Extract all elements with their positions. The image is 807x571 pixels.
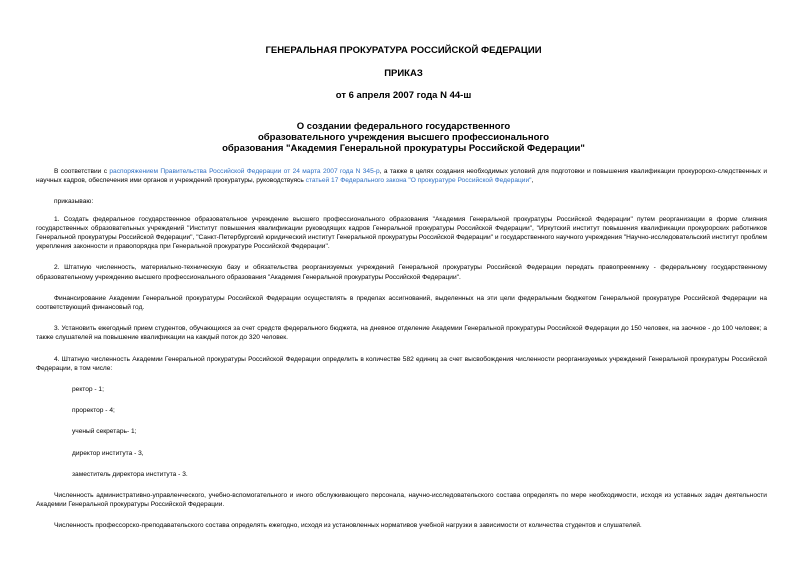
preamble-text: , а также в целях создания необходимых условий для подготовки и повышения квалификации прокурорско-следственных и научных кадров, обеспечения ими органов и учреждений прокуратуры, руководствуясь [36,168,768,185]
government-order-link[interactable]: распоряжением Правительства Российской Федерации от 24 марта 2007 года N 345-р [109,168,380,175]
paragraph-4: 4. Штатную численность Академии Генеральной прокуратуры Российской Федерации определить в количестве 582 единиц за счет высвобождения численности реорганизуемых учреждений Генеральной прокуратуры Российской Федерации, в том числе: [36,355,767,372]
teaching-staff-paragraph: Численность профессорско-преподавательского состава определять ежегодно, исходя из установленных нормативов учебной нагрузки в зависимости от количества студентов и слушателей. [54,522,642,530]
organization-title: ГЕНЕРАЛЬНАЯ ПРОКУРАТУРА РОССИЙСКОЙ ФЕДЕРАЦИИ [265,45,542,56]
subject-line: образования "Академия Генеральной прокуратуры Российской Федерации" [222,143,585,154]
preamble-text: , [531,177,534,185]
subject-line: образовательного учреждения высшего профессионального [257,132,550,143]
document-date-number: от 6 апреля 2007 года N 44-ш [335,90,472,101]
paragraph-3: 3. Установить ежегодный прием студентов, обучающихся за счет средств федерального бюджета, на дневное отделение Академии Генеральной прокуратуры Российской Федерации до 150 человек, на заочное - до 100 человек; а также слушателей на повышение квалификации на каждый поток до 320 человек. [36,325,767,342]
document-body [36,167,767,531]
staff-list-item: директор института - 3, [72,449,144,457]
admin-staff-paragraph: Численность административно-управленческого, учебно-вспомогательного и иного обслуживающего персонала, научно-исследовательского состава определять по мере необходимости, исходя из уставных задач деятельности Академии Генеральной прокуратуры Российской Федерации. [36,492,767,509]
staff-list-item: ректор - 1; [72,386,104,394]
staff-list-item: ученый секретарь- 1; [72,428,137,436]
subject-line: О создании федерального государственного [296,121,511,132]
prosecutor-law-link[interactable]: статьей 17 Федерального закона "О прокуратуре Российской Федерации" [305,177,532,185]
preamble-text: В соответствии с [54,168,110,175]
financing-paragraph: Финансирование Академии Генеральной прокуратуры Российской Федерации осуществлять в пределах ассигнований, выделенных на эти цели федеральным бюджетом Генеральной прокуратуре Российской Федерации на соответствующий финансовый год. [36,294,767,312]
document-subject [0,121,807,154]
paragraph-2: 2. Штатную численность, материально-техническую базу и обязательства реорганизуемых учреждений Генеральной прокуратуры Российской Федерации передать правопреемнику - федеральному государственному образовательному учреждению высшего профессионального образования "Академия Генеральной прокуратуры Российской Федерации". [36,264,767,281]
order-word: приказываю: [54,198,94,206]
preamble-paragraph [36,167,767,185]
staff-list-item: проректор - 4; [72,407,115,415]
staff-list-item: заместитель директора института - 3. [72,470,188,478]
document-type: ПРИКАЗ [384,68,423,79]
paragraph-1: 1. Создать федеральное государственное образовательное учреждение высшего профессионального образования "Академия Генеральной прокуратуры Российской Федерации" путем реорганизации в форме слияния государственных образовательных учреждений "Институт повышения квалификации руководящих кадров Генеральной прокуратуры Российской Федерации", "Иркутский институт повышения квалификации прокурорских работников Генеральной прокуратуры Российской Федерации", "Санкт-Петербургский юридический институт Генеральной прокуратуры Российской Федерации" и государственного научного учреждения "Научно-исследовательский институт проблем укрепления законности и правопорядка при Генеральной прокуратуре Российской Федерации". [36,215,767,251]
